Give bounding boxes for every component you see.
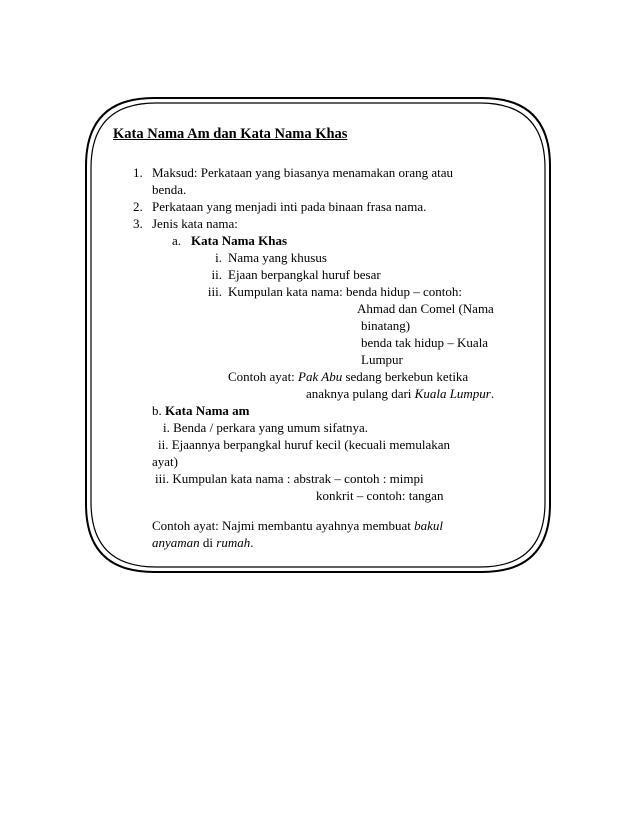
example-line: Lumpur: [361, 352, 403, 367]
section-a-heading: Kata Nama Khas: [191, 233, 288, 248]
section-a-marker: a.: [172, 233, 182, 248]
contoh-text: di: [199, 535, 217, 550]
section-a-item-text: Kumpulan kata nama: benda hidup – contoh:: [228, 284, 462, 299]
section-b-marker: b.: [152, 403, 162, 418]
section-a-item-num: iii.: [207, 284, 222, 299]
section-b-line: i. Benda / perkara yang umum sifatnya.: [163, 420, 369, 435]
list-item-1-line-1: Maksud: Perkataan yang biasanya menamakan orang atau: [152, 165, 454, 180]
section-b-line: iii. Kumpulan kata nama : abstrak – contoh : mimpi: [155, 471, 424, 486]
section-b-heading: Kata Nama am: [165, 403, 250, 418]
section-a-item-text: Ejaan berpangkal huruf besar: [228, 267, 381, 282]
contoh-italic-word: bakul: [414, 518, 443, 533]
list-item-1-line-2: benda.: [152, 182, 187, 197]
section-a-contoh-line-2: [306, 385, 494, 402]
section-b-header: [152, 402, 250, 419]
section-b-contoh-line-1: [152, 517, 443, 534]
section-b-line: ayat): [152, 454, 178, 469]
section-a-contoh-line-1: [228, 368, 468, 385]
section-b-contoh-line-2: [152, 534, 254, 551]
example-line: binatang): [361, 318, 411, 333]
page-title: Kata Nama Am dan Kata Nama Khas: [113, 126, 348, 142]
contoh-label: Contoh ayat:: [228, 369, 295, 384]
contoh-text: .: [490, 386, 495, 401]
example-line: Ahmad dan Comel (Nama: [357, 301, 494, 316]
list-item-3-line-1: Jenis kata nama:: [152, 216, 238, 231]
contoh-italic-word: rumah: [216, 535, 251, 550]
section-a-item-num: i.: [215, 250, 222, 265]
list-number-1: 1.: [133, 165, 143, 180]
section-a-item-num: ii.: [211, 267, 222, 282]
contoh-proper-noun: Kuala Lumpur: [414, 386, 491, 401]
contoh-text: anaknya pulang dari: [306, 386, 415, 401]
contoh-italic-word: anyaman: [152, 535, 200, 550]
contoh-text: .: [250, 535, 254, 550]
contoh-text: sedang berkebun ketika: [342, 369, 469, 384]
section-b-line: ii. Ejaannya berpangkal huruf kecil (kecuali memulakan: [158, 437, 451, 452]
list-number-2: 2.: [133, 199, 143, 214]
example-line: benda tak hidup – Kuala: [361, 335, 489, 350]
section-a-item-text: Nama yang khusus: [228, 250, 327, 265]
list-number-3: 3.: [133, 216, 143, 231]
section-b-line: konkrit – contoh: tangan: [316, 488, 444, 503]
contoh-proper-noun: Pak Abu: [298, 369, 343, 384]
list-item-2-line-1: Perkataan yang menjadi inti pada binaan frasa nama.: [152, 199, 427, 214]
contoh-text: Contoh ayat: Najmi membantu ayahnya membuat: [152, 518, 415, 533]
